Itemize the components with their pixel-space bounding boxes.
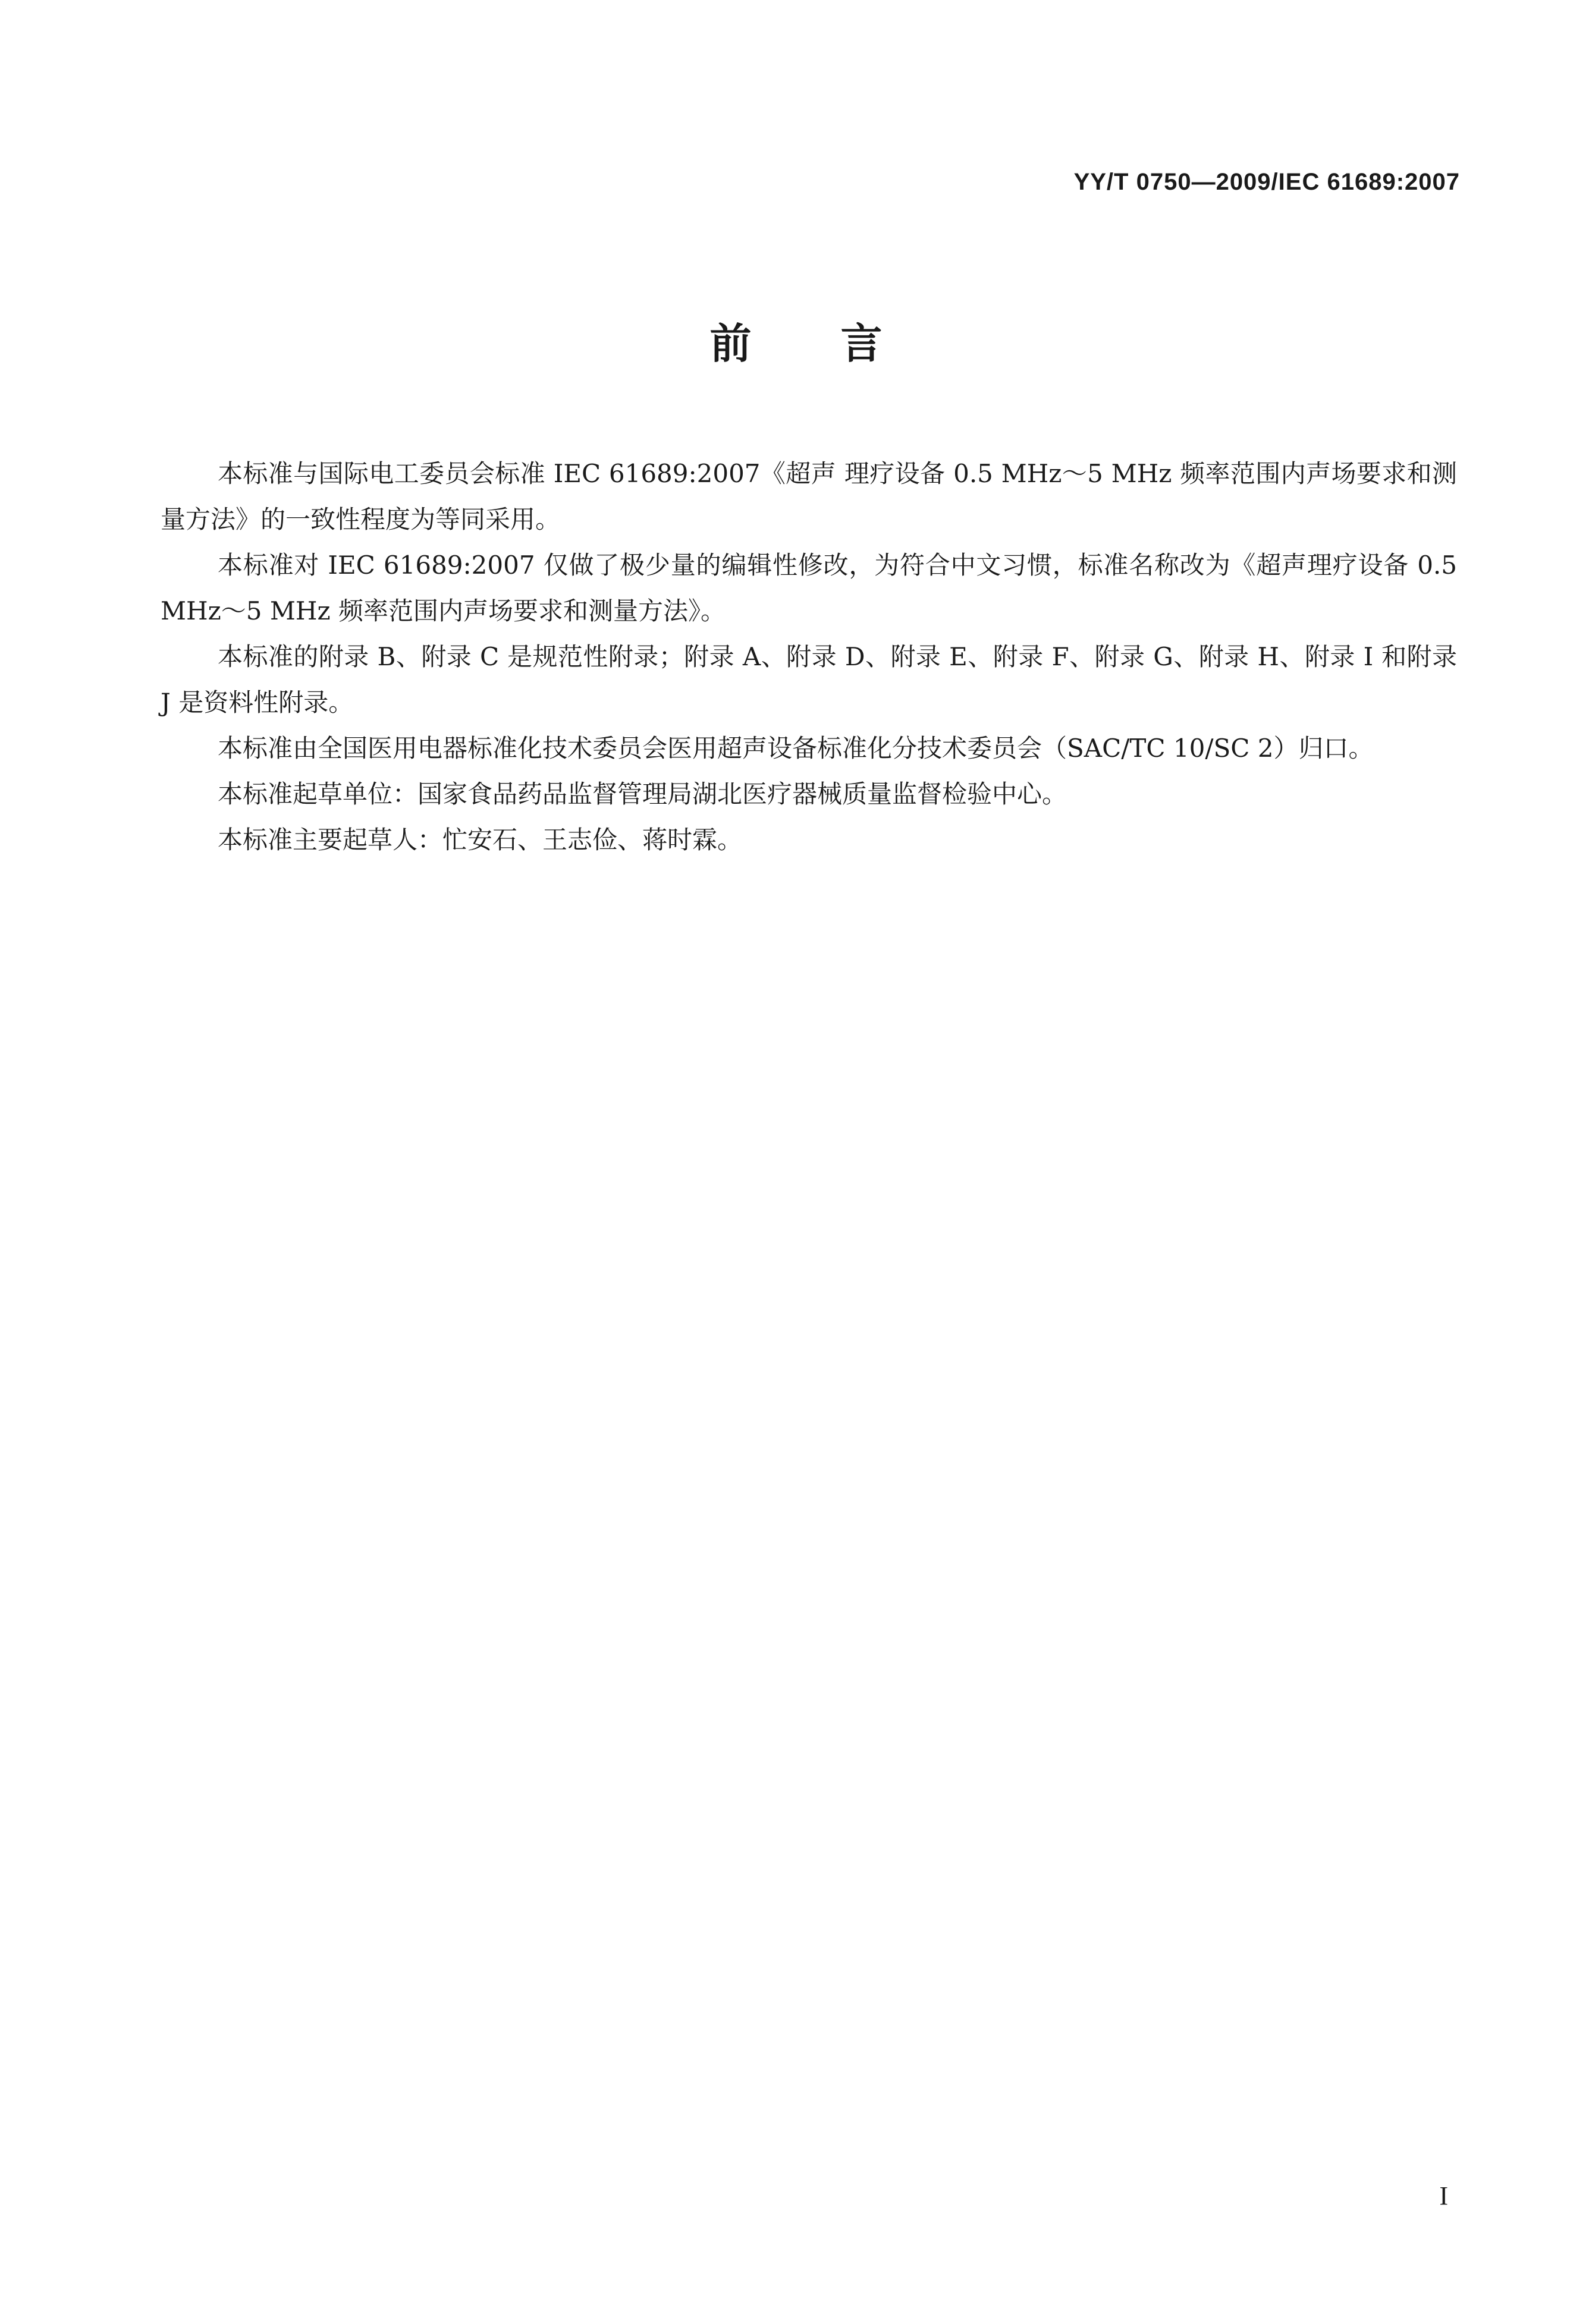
paragraph-annexes: 本标准的附录 B、附录 C 是规范性附录；附录 A、附录 D、附录 E、附录 F、附录 G、附录 H、附录 I 和附录 J 是资料性附录。 — [161, 642, 1457, 717]
page-number: I — [1439, 2181, 1448, 2210]
page-title: 前言 — [709, 319, 972, 368]
paragraph-adoption: 本标准与国际电工委员会标准 IEC 61689:2007《超声 理疗设备 0.5 MHz～5 MHz 频率范围内声场要求和测量方法》的一致性程度为等同采用。 — [161, 459, 1457, 534]
foreword-body — [161, 451, 1457, 863]
paragraph-committee: 本标准由全国医用电器标准化技术委员会医用超声设备标准化分技术委员会（SAC/TC 10/SC 2）归口。 — [218, 734, 1374, 763]
paragraph-drafters: 本标准主要起草人：忙安石、王志俭、蒋时霖。 — [218, 825, 743, 854]
paragraph-editorial-changes: 本标准对 IEC 61689:2007 仅做了极少量的编辑性修改，为符合中文习惯，标准名称改为《超声理疗设备 0.5 MHz～5 MHz 频率范围内声场要求和测量方法》。 — [161, 551, 1457, 625]
standard-number-header: YY/T 0750—2009/IEC 61689:2007 — [1073, 169, 1460, 195]
paragraph-drafting-unit: 本标准起草单位：国家食品药品监督管理局湖北医疗器械质量监督检验中心。 — [218, 779, 1067, 809]
